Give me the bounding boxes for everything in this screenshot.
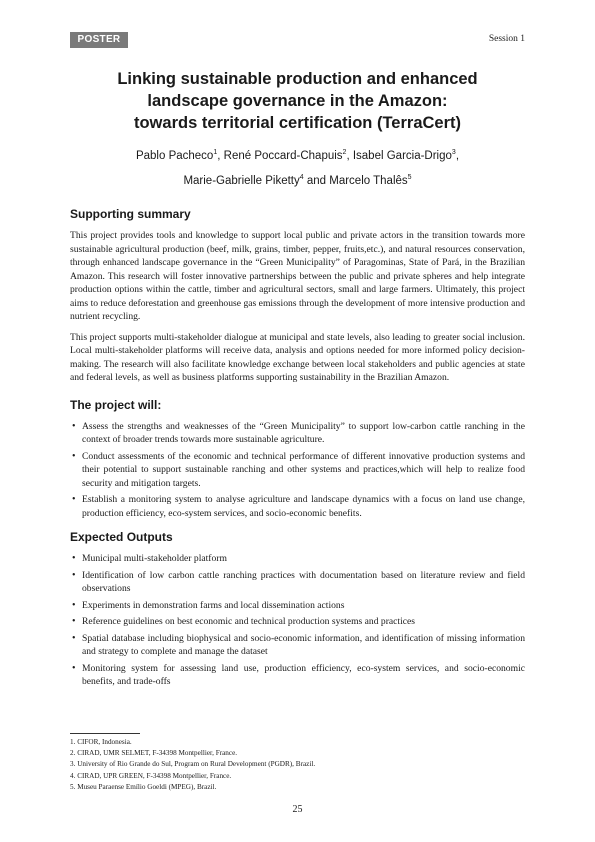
author-name: Pablo Pacheco: [135, 149, 214, 162]
author-name: Isabel Garcia-Drigo: [352, 149, 452, 162]
main-content: [70, 206, 525, 698]
section-heading-summary: Supporting summary: [70, 207, 191, 221]
section-heading-outputs: Expected Outputs: [70, 530, 173, 544]
author-name: René Poccard-Chapuis: [223, 149, 343, 162]
poster-tag: POSTER: [70, 32, 128, 48]
footnote: 1. CIFOR, Indonesia.: [70, 738, 132, 746]
project-list: [70, 420, 525, 521]
author-name: Marie-Gabrielle Piketty: [183, 174, 300, 187]
author-separator: ,: [455, 149, 460, 162]
author-name: Marcelo Thalês: [329, 174, 408, 187]
author-affiliation-mark: 2: [342, 149, 347, 156]
footnote: 5. Museu Paraense Emílio Goeldi (MPEG), Brazil.: [70, 782, 217, 791]
footnote-divider: [70, 733, 140, 734]
author-separator: ,: [346, 149, 353, 162]
list-item: • Municipal multi-stakeholder platform: [70, 552, 525, 566]
author-affiliation-mark: 1: [213, 149, 218, 156]
author-affiliation-mark: 4: [299, 173, 304, 181]
summary-paragraph: This project provides tools and knowledge to support local public and private actors in the transition towards more sustainable agricultural production (beef, milk, grains, timber, pepper, fruits,etc.), and natural resources conservation, through enhanced landscape governance in the “Green Municipality” of Paragominas, State of Pará, in the Brazilian Amazon. This research will foster innovative partnerships between the public and private spheres and help integrate production options within the cattle, timber and agricultural sectors, small and large farmers. Ultimately, this project aims to reduce deforestation and greenhouse gas emissions through the development of more intensive production and nutrient recycling.: [70, 230, 525, 322]
footnote: 3. University of Rio Grande do Sul, Program on Rural Development (PGDR), Brazil.: [70, 760, 316, 769]
section-heading-project: The project will:: [70, 397, 162, 412]
outputs-list: [70, 552, 525, 689]
author-separator: and: [303, 174, 330, 187]
summary-paragraph: This project supports multi-stakeholder dialogue at municipal and state levels, also leading to greater social inclusion. Local multi-stakeholder platforms will receive data, analysis and options needed for more informed policy decision-making. The research will also facilitate knowledge exchange between local stakeholders and public agencies at state and federal levels, as well as business platforms supporting sustainability in the Brazilian Amazon.: [70, 331, 525, 383]
list-item: • Monitoring system for assessing land use, production efficiency, eco-system services, and socio-economic benefits, and trade-offs: [70, 662, 525, 689]
footnote: 4. CIRAD, UPR GREEN, F-34398 Montpellier, France.: [70, 771, 232, 780]
author-affiliation-mark: 5: [407, 173, 412, 181]
author-line: [70, 167, 525, 192]
title-line: towards territorial certification (TerraCert): [133, 114, 462, 132]
list-item: • Experiments in demonstration farms and local dissemination actions: [70, 599, 525, 613]
list-item: • Reference guidelines on best economic and technical production systems and practices: [70, 615, 525, 629]
list-item: • Assess the strengths and weaknesses of the “Green Municipality” to support low-carbon cattle ranching in the context of broader trends towards more sustainable agriculture.: [70, 420, 525, 447]
title-line: landscape governance in the Amazon:: [147, 92, 448, 110]
author-list: [70, 142, 525, 192]
page-number: 25: [292, 804, 303, 815]
title-line: Linking sustainable production and enhanced: [117, 70, 478, 88]
author-separator: ,: [217, 149, 224, 162]
list-item: • Identification of low carbon cattle ranching practices with documentation based on literature review and field observations: [70, 569, 525, 596]
list-item: • Spatial database including biophysical and socio-economic information, and identification of missing information and strategy to complete and manage the dataset: [70, 632, 525, 659]
author-affiliation-mark: 3: [451, 149, 456, 156]
list-item: • Establish a monitoring system to analyse agriculture and landscape dynamics with a focus on land use change, production efficiency, eco-system services, and socio-economic benefits.: [70, 493, 525, 520]
list-item: • Conduct assessments of the economic and technical performance of different innovative production systems and their potential to support sustainable ranching and other systems and practices,which will help to realize food security and mitigation targets.: [70, 450, 525, 491]
session-label: Session 1: [488, 34, 525, 44]
footnote: 2. CIRAD, UMR SELMET, F-34398 Montpellier, France.: [70, 749, 238, 758]
footnotes: [70, 737, 525, 793]
author-line: [70, 142, 525, 167]
page-title: [70, 68, 525, 134]
